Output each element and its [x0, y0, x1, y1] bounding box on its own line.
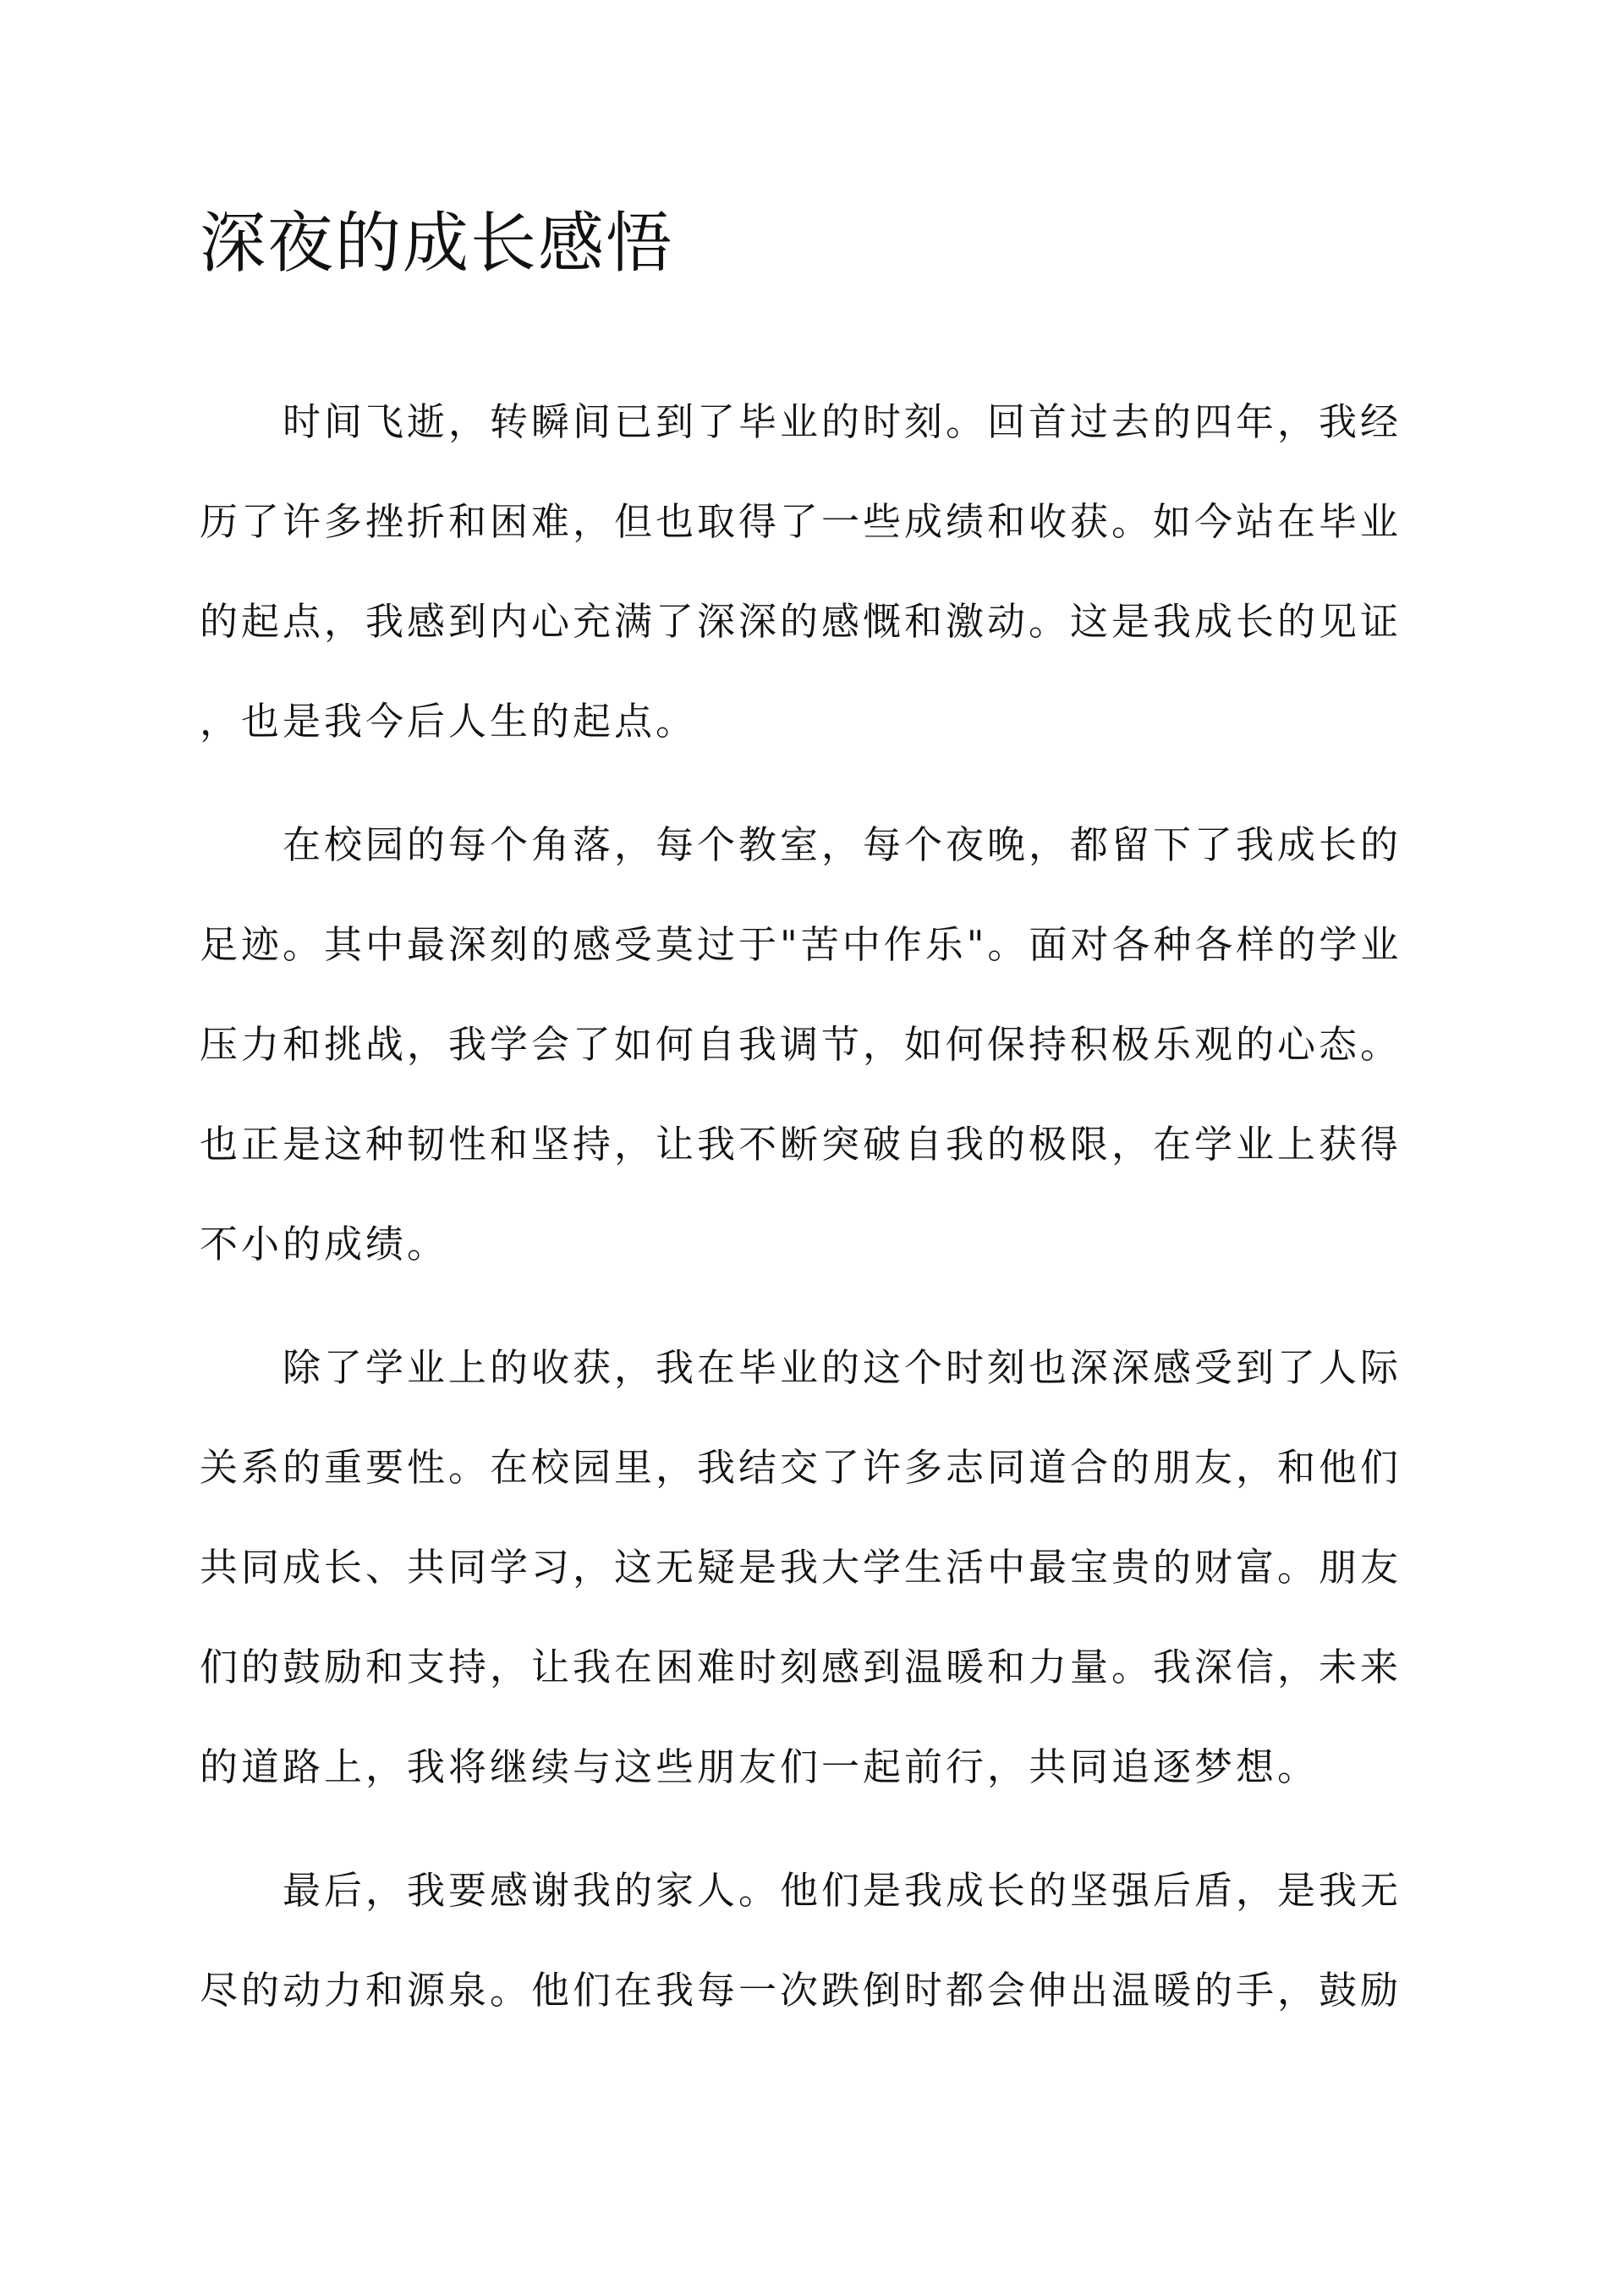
paragraph-line: 足迹。其中最深刻的感受莫过于"苦中作乐"。面对各种各样的学业: [200, 922, 1402, 967]
paragraph-line: 不小的成绩。: [200, 1222, 449, 1266]
paragraph-line: ，也是我今后人生的起点。: [200, 699, 698, 744]
paragraph-line: 的起点，我感到内心充满了深深的感慨和激动。这是我成长的见证: [200, 599, 1402, 644]
paragraph-line: 们的鼓励和支持，让我在困难时刻感到温暖和力量。我深信，未来: [200, 1645, 1402, 1689]
paragraph-1: [200, 372, 1426, 772]
paragraph-line: 最后，我要感谢我的家人。他们是我成长的坚强后盾，是我无: [283, 1868, 1402, 1913]
paragraph-line: 的道路上，我将继续与这些朋友们一起前行，共同追逐梦想。: [200, 1744, 1320, 1789]
paragraph-line: 关系的重要性。在校园里，我结交了许多志同道合的朋友，和他们: [200, 1445, 1402, 1490]
paragraph-line: 时间飞逝，转瞬间已到了毕业的时刻。回首过去的四年，我经: [283, 399, 1402, 444]
paragraph-line: 在校园的每个角落，每个教室，每个夜晚，都留下了我成长的: [283, 822, 1402, 867]
paragraph-line: 压力和挑战，我学会了如何自我调节，如何保持积极乐观的心态。: [200, 1022, 1402, 1067]
paragraph-2: [200, 795, 1426, 1294]
paragraph-3: [200, 1318, 1426, 1817]
document-title: 深夜的成长感悟: [200, 206, 674, 282]
paragraph-line: 历了许多挫折和困难，但也取得了一些成绩和收获。如今站在毕业: [200, 499, 1402, 544]
paragraph-line: 除了学业上的收获，我在毕业的这个时刻也深深感受到了人际: [283, 1345, 1402, 1390]
paragraph-line: 也正是这种韧性和坚持，让我不断突破自我的极限，在学业上获得: [200, 1122, 1402, 1167]
paragraph-line: 共同成长、共同学习，这无疑是我大学生活中最宝贵的财富。朋友: [200, 1545, 1402, 1590]
paragraph-line: 尽的动力和源泉。他们在我每一次跌倒时都会伸出温暖的手，鼓励: [200, 1968, 1402, 2013]
paragraph-4: [200, 1841, 1426, 2041]
document-body: [200, 372, 1426, 2064]
